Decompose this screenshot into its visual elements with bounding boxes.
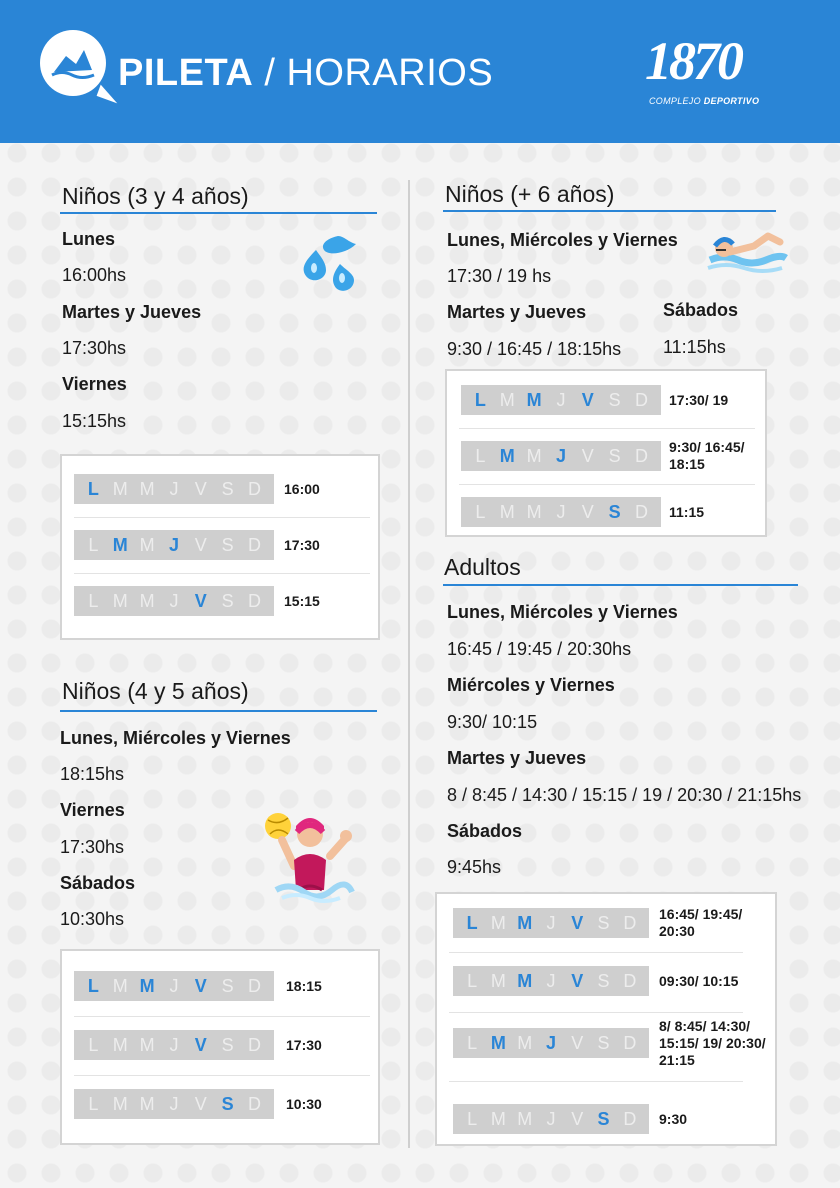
schedule-label: Martes y Jueves <box>62 302 202 322</box>
weekday-letter: M <box>490 970 506 991</box>
schedule-value: 16:00hs <box>62 265 127 285</box>
schedule-time: 11:15 <box>669 503 705 520</box>
section-rule <box>443 584 798 586</box>
weekday-letter: D <box>247 534 261 555</box>
weekday-letter: V <box>194 478 207 499</box>
weekday-bar <box>453 908 649 938</box>
weekday-letter: J <box>169 590 179 611</box>
weekday-letter: D <box>634 501 648 522</box>
weekday-letter: M <box>517 970 533 991</box>
weekday-letter: L <box>475 501 486 522</box>
schedule-value: 11:15hs <box>663 337 726 357</box>
schedule-time: 9:30/ 16:45/ 18:15 <box>669 439 745 472</box>
weekday-letter: L <box>87 975 99 996</box>
weekday-letter: M <box>112 478 128 499</box>
section-rule <box>60 212 377 214</box>
schedule-panel <box>435 892 777 1146</box>
page-title-bold: PILETA <box>118 52 254 94</box>
weekday-letter: J <box>556 501 566 522</box>
weekday-letter: J <box>546 912 556 933</box>
weekday-bar <box>461 385 661 415</box>
weekday-letter: J <box>169 975 179 996</box>
row-separator <box>74 1075 370 1076</box>
page-title <box>118 52 493 95</box>
weekday-letter: D <box>634 445 648 466</box>
weekday-letter: S <box>597 912 610 933</box>
weekday-bar <box>461 441 661 471</box>
schedule-time: 16:00 <box>284 480 320 497</box>
weekday-letter: V <box>581 445 594 466</box>
weekday-letter: M <box>499 389 515 410</box>
weekday-letter: S <box>221 590 234 611</box>
column-divider <box>408 180 410 1148</box>
water-polo-player-icon <box>260 808 360 904</box>
weekday-letter: L <box>467 1032 478 1053</box>
weekday-letter: V <box>581 501 594 522</box>
schedule-time: 09:30/ 10:15 <box>659 972 739 989</box>
weekday-letter: S <box>597 1108 610 1129</box>
weekday-letter: V <box>571 1032 584 1053</box>
weekday-letter: M <box>139 590 155 611</box>
weekday-letter: M <box>139 478 155 499</box>
schedule-value: 9:30/ 10:15 <box>447 712 538 732</box>
schedule-label: Lunes, Miércoles y Viernes <box>60 728 291 748</box>
weekday-letter: D <box>247 975 261 996</box>
weekday-letter: M <box>490 1108 506 1129</box>
schedule-label: Lunes, Miércoles y Viernes <box>447 230 678 250</box>
schedule-value: 9:45hs <box>447 857 502 877</box>
weekday-letter: V <box>581 389 594 410</box>
weekday-letter: L <box>475 445 486 466</box>
weekday-bar <box>74 586 274 616</box>
weekday-letter: M <box>139 1093 155 1114</box>
weekday-letter: M <box>139 534 155 555</box>
weekday-letter: V <box>194 534 207 555</box>
schedule-value: 9:30 / 16:45 / 18:15hs <box>447 339 622 359</box>
weekday-letter: J <box>556 389 566 410</box>
schedule-value: 15:15hs <box>62 411 127 431</box>
section-title: Niños (+ 6 años) <box>445 181 615 207</box>
weekday-letter: L <box>88 1034 99 1055</box>
weekday-letter: V <box>194 975 207 996</box>
weekday-letter: D <box>623 912 637 933</box>
schedule-label: Sábados <box>663 300 739 320</box>
schedule-time: 16:45/ 19:45/ 20:30 <box>659 906 743 939</box>
weekday-letter: S <box>221 975 234 996</box>
schedule-label: Lunes <box>62 229 116 249</box>
schedule-time: 17:30/ 19 <box>669 391 729 408</box>
weekday-bar <box>453 1104 649 1134</box>
weekday-bar <box>453 1028 649 1058</box>
weekday-letter: L <box>88 534 99 555</box>
weekday-letter: J <box>546 970 556 991</box>
schedule-value: 17:30hs <box>62 338 127 358</box>
schedule-time: 17:30 <box>286 1036 322 1053</box>
weekday-letter: V <box>571 1108 584 1129</box>
weekday-letter: D <box>623 1108 637 1129</box>
section-title: Niños (3 y 4 años) <box>62 183 249 209</box>
row-separator <box>74 573 370 574</box>
weekday-letter: J <box>168 534 179 555</box>
weekday-letter: S <box>608 501 621 522</box>
weekday-letter: D <box>247 590 261 611</box>
weekday-letter: L <box>467 970 478 991</box>
logo-sub-light: COMPLEJO <box>649 96 704 106</box>
logo-number: 1870 <box>645 31 741 91</box>
section-rule <box>443 210 776 212</box>
weekday-letter: M <box>517 1108 533 1129</box>
schedule-value: 16:45 / 19:45 / 20:30hs <box>447 639 632 659</box>
page-title-rest: / HORARIOS <box>253 52 494 94</box>
weekday-letter: M <box>139 975 155 996</box>
schedule-panel <box>445 369 767 537</box>
weekday-bar <box>74 530 274 560</box>
schedule-label: Martes y Jueves <box>447 748 587 768</box>
row-separator <box>459 428 755 429</box>
row-separator <box>449 952 743 953</box>
weekday-letter: M <box>499 501 515 522</box>
schedule-label: Sábados <box>447 821 523 841</box>
schedule-time: 9:30 <box>659 1110 688 1127</box>
schedule-panel <box>60 949 380 1145</box>
weekday-letter: L <box>467 1108 478 1129</box>
pool-logo-icon <box>40 30 106 96</box>
row-separator <box>74 517 370 518</box>
weekday-letter: L <box>474 389 486 410</box>
schedule-label: Lunes, Miércoles y Viernes <box>447 602 678 622</box>
weekday-letter: S <box>597 970 610 991</box>
weekday-letter: D <box>634 389 648 410</box>
weekday-letter: M <box>112 534 128 555</box>
weekday-letter: V <box>194 1093 207 1114</box>
weekday-letter: M <box>112 1034 128 1055</box>
weekday-letter: M <box>490 912 506 933</box>
brand-logo <box>645 31 775 114</box>
weekday-letter: J <box>545 1032 556 1053</box>
weekday-letter: M <box>526 445 542 466</box>
weekday-letter: M <box>517 1032 533 1053</box>
row-separator <box>459 484 755 485</box>
weekday-letter: L <box>466 912 478 933</box>
weekday-letter: J <box>169 1034 179 1055</box>
weekday-letter: V <box>194 1034 207 1055</box>
weekday-letter: M <box>139 1034 155 1055</box>
weekday-bar <box>74 474 274 504</box>
weekday-letter: S <box>608 445 621 466</box>
weekday-letter: M <box>526 389 542 410</box>
weekday-letter: S <box>608 389 621 410</box>
weekday-letter: M <box>490 1032 506 1053</box>
row-separator <box>449 1012 743 1013</box>
section-rule <box>60 710 377 712</box>
weekday-letter: S <box>221 534 234 555</box>
weekday-letter: D <box>247 478 261 499</box>
weekday-letter: M <box>517 912 533 933</box>
weekday-letter: M <box>499 445 515 466</box>
weekday-letter: L <box>87 478 99 499</box>
weekday-letter: M <box>112 1093 128 1114</box>
weekday-bar <box>453 966 649 996</box>
weekday-letter: J <box>169 478 179 499</box>
schedule-time: 10:30 <box>286 1095 322 1112</box>
schedule-label: Martes y Jueves <box>447 302 587 322</box>
section-title: Adultos <box>444 554 521 580</box>
weekday-letter: M <box>112 975 128 996</box>
weekday-letter: M <box>112 590 128 611</box>
weekday-letter: V <box>571 912 584 933</box>
weekday-letter: S <box>597 1032 610 1053</box>
weekday-letter: S <box>221 478 234 499</box>
weekday-letter: D <box>247 1093 261 1114</box>
schedule-value: 17:30 / 19 hs <box>447 266 552 286</box>
schedule-value: 17:30hs <box>60 837 125 857</box>
weekday-bar <box>74 1089 274 1119</box>
weekday-letter: J <box>555 445 566 466</box>
schedule-label: Sábados <box>60 873 136 893</box>
weekday-letter: S <box>221 1034 234 1055</box>
weekday-letter: D <box>623 1032 637 1053</box>
weekday-letter: V <box>571 970 584 991</box>
schedule-value: 8 / 8:45 / 14:30 / 15:15 / 19 / 20:30 / 21:15hs <box>447 785 802 805</box>
weekday-letter: V <box>194 590 207 611</box>
swimmer-icon <box>706 224 788 276</box>
schedule-label: Viernes <box>62 374 127 394</box>
weekday-letter: M <box>526 501 542 522</box>
schedule-label: Miércoles y Viernes <box>447 675 615 695</box>
schedule-value: 18:15hs <box>60 764 125 784</box>
sweat-droplets-icon <box>298 232 364 296</box>
logo-subtitle <box>649 96 759 106</box>
section-title: Niños (4 y 5 años) <box>62 678 249 704</box>
schedule-value: 10:30hs <box>60 909 125 929</box>
weekday-letter: L <box>88 590 99 611</box>
row-separator <box>74 1016 370 1017</box>
logo-sub-bold: DEPORTIVO <box>703 96 760 106</box>
weekday-letter: J <box>546 1108 556 1129</box>
schedule-time: 8/ 8:45/ 14:30/ 15:15/ 19/ 20:30/ 21:15 <box>659 1017 766 1068</box>
weekday-bar <box>461 497 661 527</box>
weekday-bar <box>74 1030 274 1060</box>
schedule-time: 15:15 <box>284 592 320 609</box>
schedule-time: 18:15 <box>286 977 322 994</box>
page-header <box>0 0 840 143</box>
schedule-panel <box>60 454 380 640</box>
schedule-label: Viernes <box>60 800 125 820</box>
weekday-letter: S <box>221 1093 234 1114</box>
weekday-bar <box>74 971 274 1001</box>
weekday-letter: L <box>88 1093 99 1114</box>
weekday-letter: D <box>623 970 637 991</box>
weekday-letter: D <box>247 1034 261 1055</box>
weekday-letter: J <box>169 1093 179 1114</box>
row-separator <box>449 1081 743 1082</box>
schedule-time: 17:30 <box>284 536 320 553</box>
